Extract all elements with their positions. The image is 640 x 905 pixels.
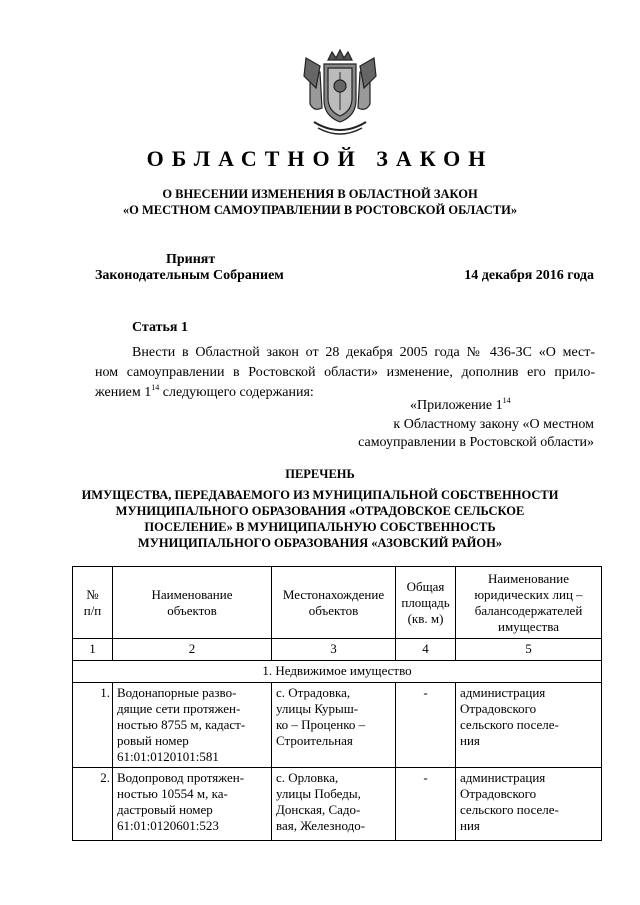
header-text: №	[86, 586, 99, 602]
article-heading: Статья 1	[132, 320, 188, 335]
list-subtitle-line: МУНИЦИПАЛЬНОГО ОБРАЗОВАНИЯ «ОТРАДОВСКОЕ СЕЛЬСКОЕ	[115, 504, 525, 518]
list-heading: ПЕРЕЧЕНЬ	[285, 467, 355, 481]
cell-line: Водопровод протяжен-	[117, 770, 245, 785]
column-number: 1	[73, 639, 113, 661]
cell-line: ния	[460, 818, 480, 833]
column-numbers-row	[73, 639, 602, 661]
header-text: Местонахождение	[282, 586, 385, 602]
adopted-by: Законодательным Собранием	[95, 268, 284, 283]
cell-line: с. Отрадовка,	[276, 685, 351, 700]
object-area: -	[396, 683, 456, 768]
cell-line: дастровый номер	[117, 802, 213, 817]
header-text: объектов	[167, 602, 217, 618]
coat-of-arms-icon	[300, 48, 380, 140]
superscript: 14	[151, 383, 160, 392]
article-line-text: жением 1	[95, 385, 152, 400]
cell-line: 61:01:0120101:581	[117, 749, 219, 764]
cell-line: улицы Курыш-	[276, 701, 359, 716]
column-number: 2	[113, 639, 272, 661]
section-title: 1. Недвижимое имущество	[73, 661, 602, 683]
cell-line: ностью 8755 м, кадаст-	[117, 717, 246, 732]
article-line	[95, 383, 595, 403]
balance-holder	[456, 683, 602, 768]
appendix-ref-line: самоуправлении в Ростовской области»	[358, 435, 594, 450]
cell-line: сельского поселе-	[460, 717, 559, 732]
list-subtitle	[0, 487, 640, 551]
article-body	[95, 343, 595, 403]
cell-line: 61:01:0120601:523	[117, 818, 219, 833]
header-text: Общая	[406, 578, 445, 594]
header-text: имущества	[498, 618, 559, 634]
cell-line: сельского поселе-	[460, 802, 559, 817]
cell-line: администрация	[460, 685, 546, 700]
article-line: ном самоуправлении в Ростовской области» изменение, дополнив его прило-	[95, 365, 595, 380]
adopted-label: Принят	[166, 252, 216, 267]
header-text: объектов	[308, 602, 359, 618]
header-holder	[456, 567, 602, 639]
cell-line: улицы Победы,	[276, 786, 361, 801]
header-text: Наименование	[151, 586, 233, 602]
header-text: юридических лиц –	[474, 586, 583, 602]
article-line-text: следующего содержания:	[159, 385, 314, 400]
assets-table	[72, 566, 602, 841]
cell-line: вая, Железнодо-	[276, 818, 366, 833]
object-area: -	[396, 768, 456, 841]
cell-line: Отрадовского	[460, 701, 537, 716]
header-text: (кв. м)	[407, 610, 444, 626]
cell-line: Строительная	[276, 733, 353, 748]
adoption-date: 14 декабря 2016 года	[464, 268, 594, 283]
list-subtitle-line: ИМУЩЕСТВА, ПЕРЕДАВАЕМОГО ИЗ МУНИЦИПАЛЬНОЙ СОБСТВЕННОСТИ	[81, 488, 559, 502]
column-number: 3	[272, 639, 396, 661]
list-subtitle-line: ПОСЕЛЕНИЕ» В МУНИЦИПАЛЬНУЮ СОБСТВЕННОСТЬ	[144, 520, 496, 534]
appendix-title-text: «Приложение 1	[410, 398, 503, 413]
cell-line: Отрадовского	[460, 786, 537, 801]
header-text: балансодержателей	[474, 602, 583, 618]
header-text: п/п	[83, 602, 102, 618]
row-number: 1.	[73, 683, 113, 768]
superscript: 14	[502, 396, 511, 405]
header-number	[73, 567, 113, 639]
appendix-ref-line: к Областному закону «О местном	[393, 417, 594, 432]
cell-line: дящие сети протяжен-	[117, 701, 241, 716]
cell-line: Водонапорные разво-	[117, 685, 237, 700]
law-title: ОБЛАСТНОЙ ЗАКОН	[146, 146, 494, 171]
object-location	[272, 768, 396, 841]
cell-line: с. Орловка,	[276, 770, 339, 785]
table-row	[73, 768, 602, 841]
cell-line: ко – Проценко –	[276, 717, 366, 732]
object-name	[113, 768, 272, 841]
table-header-row	[73, 567, 602, 639]
law-subtitle-line: «О МЕСТНОМ САМОУПРАВЛЕНИИ В РОСТОВСКОЙ ОБЛАСТИ»	[122, 203, 518, 217]
appendix-reference	[324, 416, 594, 452]
table-row	[73, 683, 602, 768]
header-area	[396, 567, 456, 639]
list-subtitle-line: МУНИЦИПАЛЬНОГО ОБРАЗОВАНИЯ «АЗОВСКИЙ РАЙОН»	[137, 536, 503, 550]
header-location	[272, 567, 396, 639]
row-number: 2.	[73, 768, 113, 841]
article-line: Внести в Областной закон от 28 декабря 2005 года № 436-ЗС «О мест-	[132, 345, 595, 360]
cell-line: администрация	[460, 770, 546, 785]
header-text: Наименование	[488, 570, 569, 586]
cell-line: ровый номер	[117, 733, 189, 748]
appendix-title	[410, 397, 511, 415]
balance-holder	[456, 768, 602, 841]
column-number: 4	[396, 639, 456, 661]
column-number: 5	[456, 639, 602, 661]
header-name	[113, 567, 272, 639]
object-location	[272, 683, 396, 768]
header-text: площадь	[401, 594, 450, 610]
section-row	[73, 661, 602, 683]
cell-line: ния	[460, 733, 480, 748]
cell-line: ностью 10554 м, ка-	[117, 786, 228, 801]
law-subtitle-line: О ВНЕСЕНИИ ИЗМЕНЕНИЯ В ОБЛАСТНОЙ ЗАКОН	[162, 187, 478, 201]
cell-line: Донская, Садо-	[276, 802, 361, 817]
object-name	[113, 683, 272, 768]
law-subtitle	[0, 186, 640, 218]
